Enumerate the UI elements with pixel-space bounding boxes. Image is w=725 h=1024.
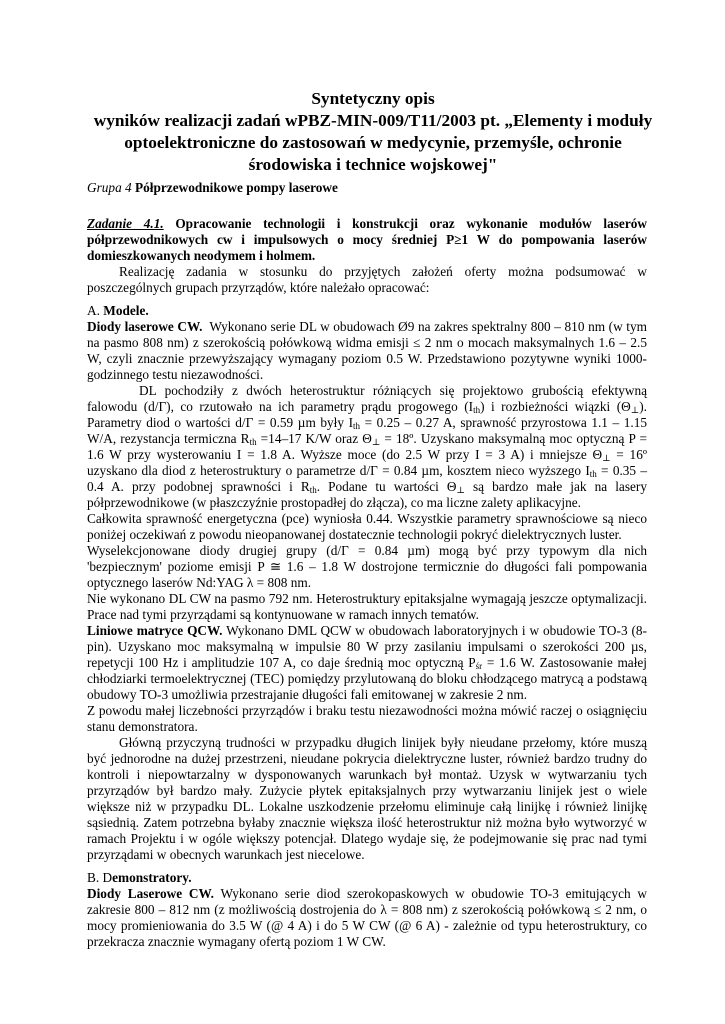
task-label: Zadanie 4.1. <box>87 216 164 231</box>
demo-cw-paragraph <box>87 886 647 950</box>
cw-label: Diody laserowe CW. <box>87 319 203 334</box>
section-b-heading <box>87 870 647 886</box>
title-line-4: środowiska i technice wojskowej" <box>248 155 498 174</box>
group-name: Półprzewodnikowe pompy laserowe <box>135 180 338 195</box>
qcw-label: Liniowe matryce QCW. <box>87 623 223 638</box>
document-title <box>80 88 666 176</box>
document-body <box>87 180 647 950</box>
title-line-1: Syntetyczny opis <box>311 89 435 108</box>
qcw-paragraph: Liniowe matryce QCW. Wykonano DML QCW w obudowach laboratoryjnych i w obudowie TO-3 (8-pin). Uzyskano moc maksymalną w impulsie 80 W przy zasilaniu impulsami o szerokości 200 µs, repetycji 100 Hz i amplitudzie 107 A, co daje średnią moc optyczną $P_{śr} = 1.6$ W. Zastosowanie małej chłodziarki termoelektrycznej (TEC) pomiędzy przylutowaną do bloku chłodzącego matrycą a podstawą obudowy TO-3 umożliwia przestrajanie długości fali emitowanej w zakresie 2 nm. <box>87 623 647 702</box>
title-line-3: optoelektroniczne do zastosowań w medycynie, przemyśle, ochronie <box>124 133 622 152</box>
section-a-prefix: A. <box>87 303 104 318</box>
demo-cw-label: Diody Laserowe CW. <box>87 886 214 901</box>
section-a-heading <box>87 303 647 319</box>
cw-text: Wykonano serie DL w obudowach Ø9 na zakres spektralny 800 – 810 nm (w tym na pasmo 808 nm) z szerokością połówkową widma emisji ≤ 2 nm o mocach maksymalnych 1.6 – 2.5 W, czyli znacznie przewyższający wymagany poziom 0.5 W. Przedstawiono pozytywne wyniki 1000-godzinnego testu niezawodności. <box>87 319 647 382</box>
group-heading <box>87 180 647 196</box>
cw-paragraph <box>87 319 647 383</box>
difficulty-paragraph: Główną przyczyną trudności w przypadku długich linijek były nieudane przełomy, które muszą być jednorodne na dużej przestrzeni, nieudane pokrycia dielektryczne luster, również bardzo trudny do kontroli i niepowtarzalny w dysponowanych warunkach był montaż. Uzysk w wytwarzaniu tych przyrządów był bardzo mały. Zużycie płytek epitaksjalnych przy wytwarzaniu linijek jest o wiele większe niż w przypadku DL. Lokalne uszkodzenie przełomu eliminuje całą linijkę i również linijkę sąsiednią. Zatem potrzebna byłaby znacznie większa ilość heterostruktur niż można było wytworzyć w ramach Projektu i w ogóle większy potencjał. Dlatego wydaje się, że podejmowanie się prac nad tymi przyrządami w obecnych warunkach jest niecelowe. <box>87 735 647 862</box>
task-heading <box>87 216 647 264</box>
demo-cw-text: Wykonano serie diod szerokopaskowych w obudowie TO-3 emitujących w zakresie 800 – 812 nm (z możliwością dostrojenia do λ = 808 nm) z szerokością połówkową ≤ 2 nm, o mocy promieniowania do 3.5 W (@ 4 A) i do 5 W CW (@ 6 A) - zależnie od typu heterostruktury, co przekracza znacznie wymagany ofertą poziom 1 W CW. <box>87 886 647 949</box>
task-intro: Realizację zadania w stosunku do przyjętych założeń oferty można podsumować w poszczególnych grupach przyrządów, które należało opracować: <box>87 264 647 295</box>
section-b-prefix: B. D <box>87 870 113 885</box>
title-line-2: wyników realizacji zadań wPBZ-MIN-009/T11/2003 pt. „Elementy i moduły <box>93 111 653 130</box>
pce-paragraph: Całkowita sprawność energetyczna (pce) wyniosła 0.44. Wszystkie parametry sprawnościowe są nieco poniżej oczekiwań z powodu nieopanowanej dostatecznie technologii pokryć dielektrycznych luster. <box>87 511 647 542</box>
group-label: Grupa 4 <box>87 180 132 195</box>
demonstrator-note: Z powodu małej liczebności przyrządów i braku testu niezawodności można mówić raczej o osiągnięciu stanu demonstratora. <box>87 703 647 734</box>
task-title: Opracowanie technologii i konstrukcji oraz wykonanie modułów laserów półprzewodnikowych cw i impulsowych o mocy średniej P≥1 W do pompowania laserów domieszkowanych neodymem i holmem. <box>87 216 647 263</box>
section-b-label: emonstratory. <box>112 870 192 885</box>
dl-paragraph: DL pochodziły z dwóch heterostruktur różniących się projektowo grubością efektywną falowodu (d/Γ), co rzutowało na ich parametry prądu progowego $(I_{th})$ i rozbieżności wiązki $(\Theta_\perp)$. Parametry diod o wartości d/Γ = 0.59 µm były $I_{th} = 0.25 - 0.27$ A, sprawność przyrostowa 1.1 – 1.15 W/A, rezystancja termiczna $R_{th} =14-17$ K/W oraz $\Theta_\perp$ = 18º. Uzyskano maksymalną moc optyczną P = 1.6 W przy wysterowaniu I = 1.8 A. Wyższe moce (do 2.5 W przy I = 3 A) i mniejsze $\Theta_\perp$ = 16º uzyskano dla diod z heterostruktury o parametrze d/Γ = 0.84 µm, kosztem nieco wyższego $I_{th} = 0.35 - 0.4$ A. przy podobnej sprawności i $R_{th}$. Podane tu wartości $\Theta_\perp$ są bardzo małe jak na lasery półprzewodnikowe (w płaszczyźnie prostopadłej do złącza), co ma liczne zalety aplikacyjne. <box>87 383 648 510</box>
section-a-label: Modele. <box>103 303 149 318</box>
band-792-paragraph: Nie wykonano DL CW na pasmo 792 nm. Heterostruktury epitaksjalne wymagają jeszcze optymalizacji. Prace nad tymi przyrządami są kontynuowane w ramach innych tematów. <box>87 591 647 622</box>
selection-paragraph: Wyselekcjonowane diody drugiej grupy (d/Γ = 0.84 µm) mogą być przy typowym dla nich 'bezpiecznym' poziome emisji P ≅ 1.6 – 1.8 W dostrojone termicznie do długości fali pompowania optycznego laserów Nd:YAG λ = 808 nm. <box>87 543 647 590</box>
